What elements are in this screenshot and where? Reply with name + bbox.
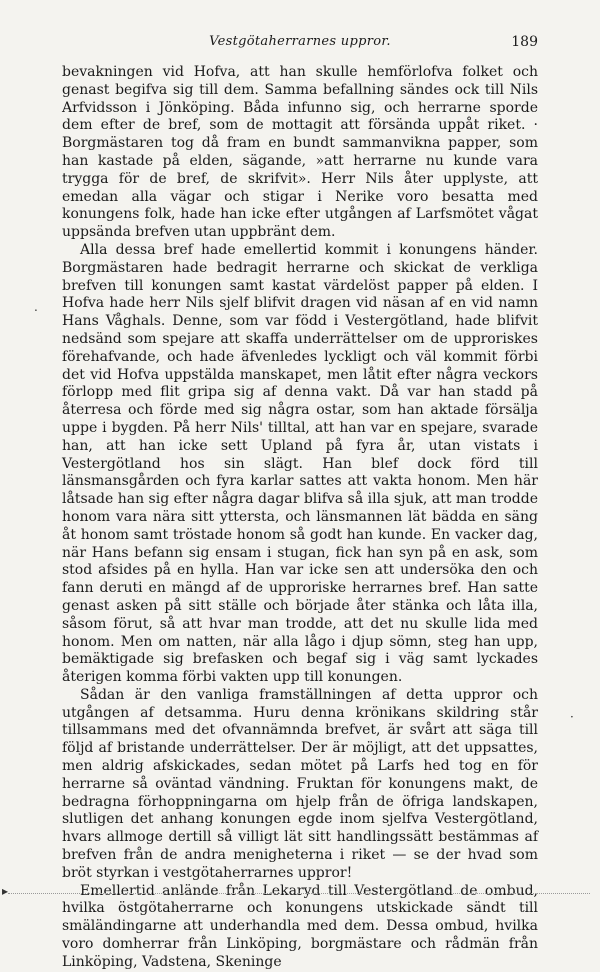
paragraph-1: bevakningen vid Hofva, att han skulle hemförlofva folket och genast begifva sig till dem. Samma befallning sändes ock till Nils Arfvidsson i Jönköping. Båda infunno sig, och herrarne sporde dem efter de bref, som de mottagit att försända uppåt riket. · Borgmästaren tog då fram en bundt sammanvikna papper, som han kastade på elden, sägande, »att herrarne nu kunde vara trygga för de bref, de skrifvit». Herr Nils åter upplyste, att emedan alla vägar och stigar i Nerike voro besatta med konungens folk, hade han icke efter utgången af Larfsmötet vågat uppsända brefven utan uppbränt dem.	[62, 64, 538, 241]
margin-mark-right: ·	[570, 710, 574, 724]
paragraph-4: Emellertid anlände från Lekaryd till Vestergötland de ombud, hvilka östgötaherrarne och konungens utskickade sändt till smäländingarne att underhandla med dem. Dessa ombud, hvilka voro domherrar från Linköping, borgmästare och rådmän från Linköping, Vadstena, Skeninge	[62, 882, 538, 970]
margin-mark-bottom: ▸	[2, 884, 9, 898]
page-number: 189	[511, 34, 538, 50]
margin-mark-left: .	[34, 300, 38, 314]
running-title: Vestgötaherrarnes uppror.	[209, 34, 391, 49]
body-text	[62, 64, 538, 972]
paragraph-2: Alla dessa bref hade emellertid kommit i konungens händer. Borgmästaren hade bedragit herrarne och skickat de verkliga brefven till konungen samt kastat värdelöst papper på elden. I Hofva hade herr Nils sjelf blifvit dragen vid näsan af en vid namn Hans Våghals. Denne, som var född i Vestergötland, hade blifvit nedsänd som spejare att skaffa underrättelser om de upproriskes förehafvande, och hade äfvenledes lyckligt och väl kommit förbi det vid Hofva uppstälda manskapet, men låtit efter några veckors förlopp med flit gripa sig af denna vakt. Då var han stadd på återresa och förde med sig några ostar, som han aktade försälja uppe i bygden. På herr Nils' tilltal, att han var en spejare, svarade han, att han icke sett Upland på fyra år, utan vistats i Vestergötland hos sin slägt. Han blef dock förd till länsmansgården och fyra karlar sattes att vakta honom. Men här låtsade han sig efter några dagar blifva så illa sjuk, att man trodde honom vara nära sitt yttersta, och länsmannen lät bädda en säng åt honom samt tröstade honom så godt han kunde. En vacker dag, när Hans befann sig ensam i stugan, fick han syn på en ask, som stod afsides på en hylla. Han var icke sen att undersöka den och fann deruti en mängd af de upproriske herrarnes bref. Han satte genast asken på sitt ställe och började åter stänka och låta illa, såsom förut, så att hvar man trodde, att det nu skulle lida med honom. Men om natten, när alla lågo i djup sömn, steg han upp, bemäktigade sig brefasken och begaf sig i väg samt lyckades återigen komma förbi vakten upp till konungen.	[62, 241, 538, 686]
page-header	[62, 34, 538, 56]
paragraph-3: Sådan är den vanliga framställningen af detta uppror och utgången af detsamma. Huru denna krönikans skildring står tillsammans med det ofvannämnda brefvet, är svårt att säga till följd af bristande underrättelser. Der är möjligt, att det uppsattes, men aldrig afskickades, sedan mötet på Larfs hed tog en för herrarne så oväntad vändning. Fruktan för konungens makt, de bedragna förhoppningarna om hjelp från de öfriga landskapen, slutligen det anhang konungen egde inom sjelfva Vestergötland, hvars allmoge dertill så villigt lät sitt handlingssätt bestämmas af brefven från de andra menigheterna i riket — se der hvad som bröt styrkan i vestgötaherrarnes uppror!	[62, 686, 538, 881]
scan-edge-line	[8, 893, 590, 894]
